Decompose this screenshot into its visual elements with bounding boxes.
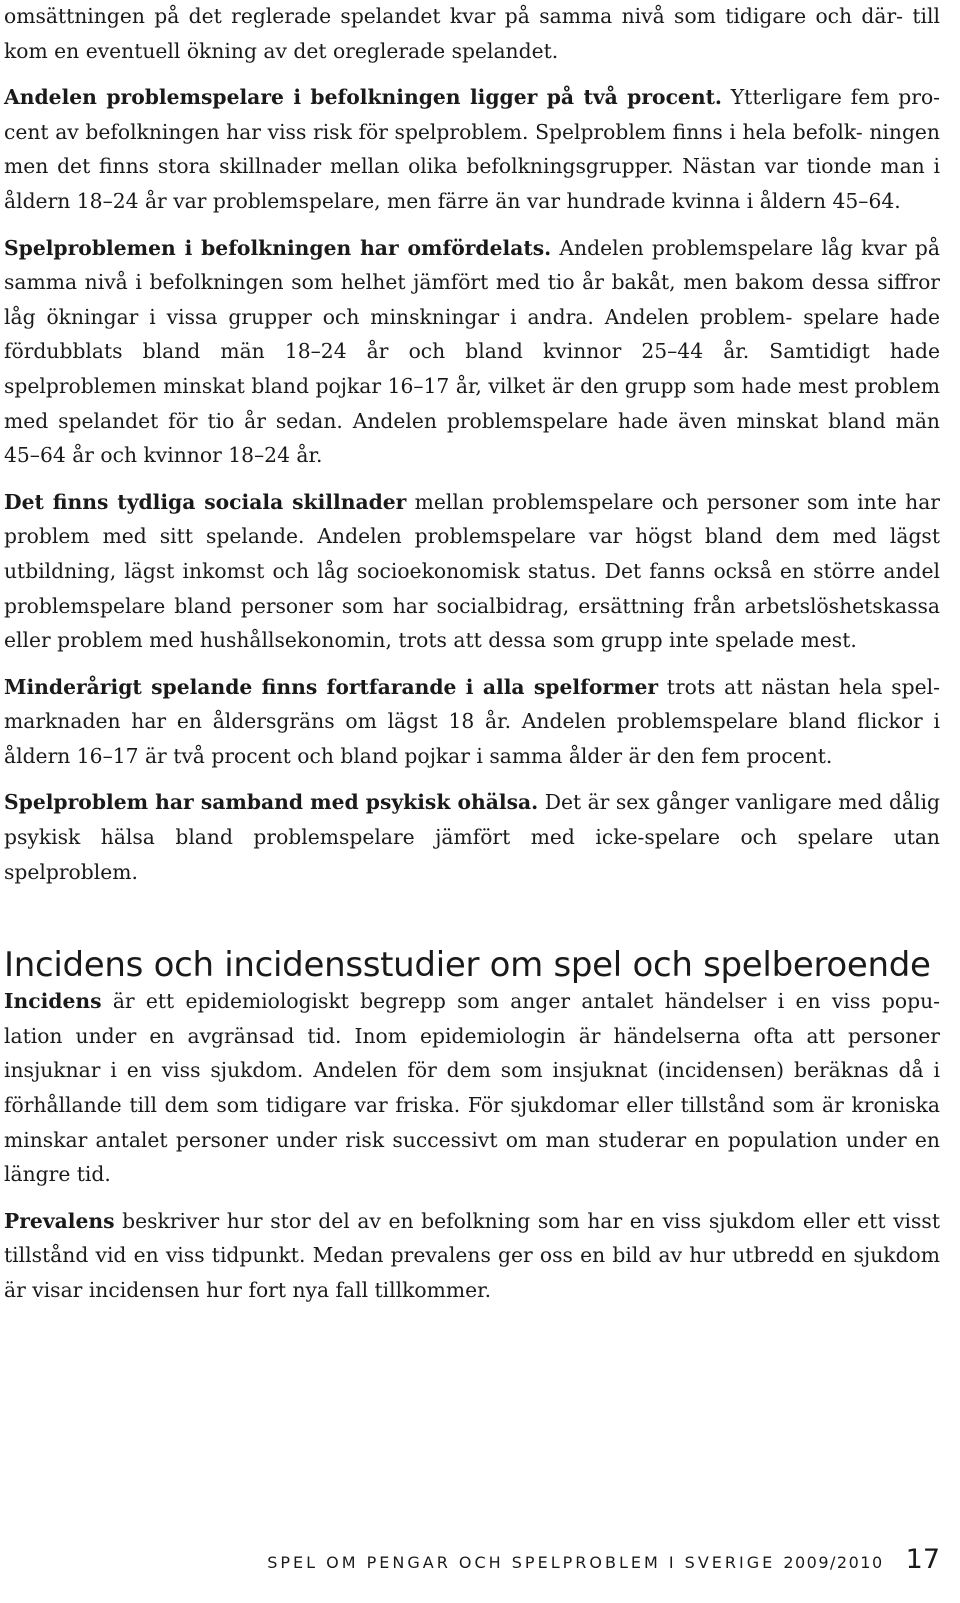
paragraph-redistribution (4, 231, 940, 473)
paragraph-continuation: omsättningen på det reglerade spelandet kvar på samma nivå som tidigare och där- till kom en eventuell ökning av det oreglerade spelandet. (4, 4, 940, 63)
footer-title-text: SPEL OM PENGAR OCH SPELPROBLEM I SVERIGE (267, 1553, 776, 1572)
document-page (4, 0, 940, 1308)
page-number: 17 (905, 1544, 940, 1575)
paragraph-problem-gamblers-share (4, 80, 940, 218)
paragraph-body: Ytterligare fem pro- cent av befolkningen har viss risk för spelproblem. Spelproblem finns i hela befolk- ningen men det finns stora skillnader mellan olika befolkningsgrupper. Nästan var tionde man i åldern 18–24 år var problemspelare, men färre än var hundrade kvinna i åldern 45–64. (4, 85, 941, 213)
paragraph-body: Andelen problemspelare låg kvar på samma nivå i befolkningen som helhet jämfört med tio år bakåt, men bakom dessa siffror låg ökningar i vissa grupper och minskningar i andra. Andelen problem- spelare hade fördubblats bland män 18–24 år och bland kvinnor 25–44 år. Samtidigt hade spelproblemen minskat bland pojkar 16–17 år, vilket är den grupp som hade mest problem med spelandet för tio år sedan. Andelen problemspelare hade även minskat bland män 45–64 år och kvinnor 18–24 år. (4, 235, 940, 468)
paragraph-mental-health (4, 785, 940, 889)
paragraph-body: trots att nästan hela spel- marknaden har en åldersgräns om lägst 18 år. Andelen problemspelare bland flickor i åldern 16–17 är två procent och bland pojkar i samma ålder är den fem procent. (4, 674, 940, 768)
paragraph-lead: Det finns tydliga sociala skillnader (4, 489, 407, 514)
paragraph-social-differences (4, 485, 940, 658)
paragraph-body: är ett epidemiologiskt begrepp som anger antalet händelser i en viss popu- lation under en avgränsad tid. Inom epidemiologin är händelserna ofta att personer insjuknar i en viss sjukdom. Andelen för dem som insjuknat (incidensen) beräknas då i förhållande till dem som tidigare var friska. För sjukdomar eller tillstånd som är kroniska minskar antalet personer under risk successivt om man studerar en population under en längre tid. (4, 989, 940, 1187)
paragraph-body: beskriver hur stor del av en befolkning som har en viss sjukdom eller ett visst tillstånd vid en viss tidpunkt. Medan prevalens ger oss en bild av hur utbredd en sjukdom är visar incidensen hur fort nya fall tillkommer. (4, 1208, 940, 1302)
paragraph-lead: Incidens (4, 989, 102, 1014)
paragraph-prevalence (4, 1204, 940, 1308)
paragraph-lead: Spelproblemen i befolkningen har omfördelats. (4, 235, 552, 260)
running-footer-title (267, 1553, 883, 1572)
paragraph-lead: Prevalens (4, 1208, 115, 1233)
paragraph-body: Det är sex gånger vanligare med dålig psykisk hälsa bland problemspelare jämfört med icke-spelare och spelare utan spelproblem. (4, 790, 940, 884)
paragraph-underage-gambling (4, 670, 940, 774)
paragraph-incidence (4, 984, 940, 1192)
paragraph-lead: Andelen problemspelare i befolkningen ligger på två procent. (4, 85, 722, 110)
paragraph-body: mellan problemspelare och personer som inte har problem med sitt spelande. Andelen problemspelare var högst bland dem med lägst utbildning, lägst inkomst och låg socioekonomisk status. Det fanns också en större andel problemspelare bland personer som har socialbidrag, ersättning från arbetslöshetskassa eller problem med hushållsekonomin, trots att dessa som grupp inte spelade mest. (4, 489, 940, 653)
footer-year: 2009/2010 (783, 1553, 884, 1572)
paragraph-lead: Spelproblem har samband med psykisk ohälsa. (4, 790, 539, 815)
page-footer (267, 1544, 940, 1575)
section-heading: Incidens och incidensstudier om spel och spelberoende (4, 945, 931, 986)
paragraph-lead: Minderårigt spelande finns fortfarande i alla spelformer (4, 674, 659, 699)
